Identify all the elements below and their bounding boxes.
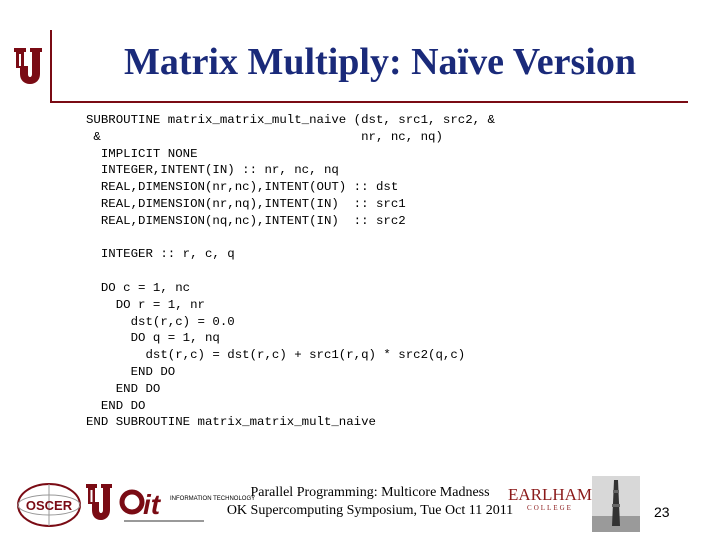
ou-logo-icon bbox=[10, 44, 46, 88]
oit-it-text: it bbox=[143, 489, 161, 520]
code-line bbox=[86, 230, 495, 247]
tower-photo bbox=[592, 476, 640, 532]
code-line: REAL,DIMENSION(nq,nc),INTENT(IN) :: src2 bbox=[86, 213, 406, 228]
code-line: END DO bbox=[86, 398, 146, 413]
code-line: dst(r,c) = 0.0 bbox=[86, 314, 235, 329]
footer bbox=[0, 470, 720, 540]
earlham-college-text: COLLEGE bbox=[527, 504, 573, 512]
earlham-logo bbox=[507, 482, 593, 514]
code-line: DO c = 1, nc bbox=[86, 280, 191, 295]
footer-text bbox=[210, 484, 530, 520]
code-line: REAL,DIMENSION(nr,nc),INTENT(OUT) :: dst bbox=[86, 180, 399, 195]
title-vertical-rule bbox=[50, 30, 52, 102]
code-line: & nr, nc, nq) bbox=[86, 129, 443, 144]
code-line: DO r = 1, nr bbox=[86, 297, 205, 312]
code-line: IMPLICIT NONE bbox=[86, 146, 198, 161]
footer-line-1: Parallel Programming: Multicore Madness bbox=[250, 485, 490, 500]
page-number: 23 bbox=[654, 504, 670, 520]
earlham-logo-text: EARLHAM bbox=[507, 485, 593, 504]
oit-info-text: INFORMATION TECHNOLOGY bbox=[170, 496, 256, 502]
code-line: REAL,DIMENSION(nr,nq),INTENT(IN) :: src1 bbox=[86, 196, 406, 211]
slide-title: Matrix Multiply: Naïve Version bbox=[124, 41, 636, 83]
code-block bbox=[86, 112, 495, 431]
code-line: DO q = 1, nq bbox=[86, 331, 220, 346]
code-line: SUBROUTINE matrix_matrix_mult_naive (dst, src1, src2, & bbox=[86, 113, 495, 127]
oscer-logo bbox=[16, 482, 82, 528]
code-line: dst(r,c) = dst(r,c) + src1(r,q) * src2(q,c) bbox=[86, 348, 466, 363]
oit-logo bbox=[120, 484, 256, 526]
code-line: END DO bbox=[86, 381, 161, 396]
title-horizontal-rule bbox=[50, 101, 688, 103]
code-line: INTEGER,INTENT(IN) :: nr, nc, nq bbox=[86, 163, 339, 178]
code-line: INTEGER :: r, c, q bbox=[86, 247, 235, 262]
oscer-logo-text: OSCER bbox=[25, 498, 73, 513]
footer-line-2: OK Supercomputing Symposium, Tue Oct 11 2011 bbox=[226, 503, 514, 518]
code-line: END DO bbox=[86, 364, 176, 379]
code-line bbox=[86, 263, 495, 280]
code-line: END SUBROUTINE matrix_matrix_mult_naive bbox=[86, 415, 376, 430]
ou-logo-bottom-icon bbox=[84, 482, 116, 526]
